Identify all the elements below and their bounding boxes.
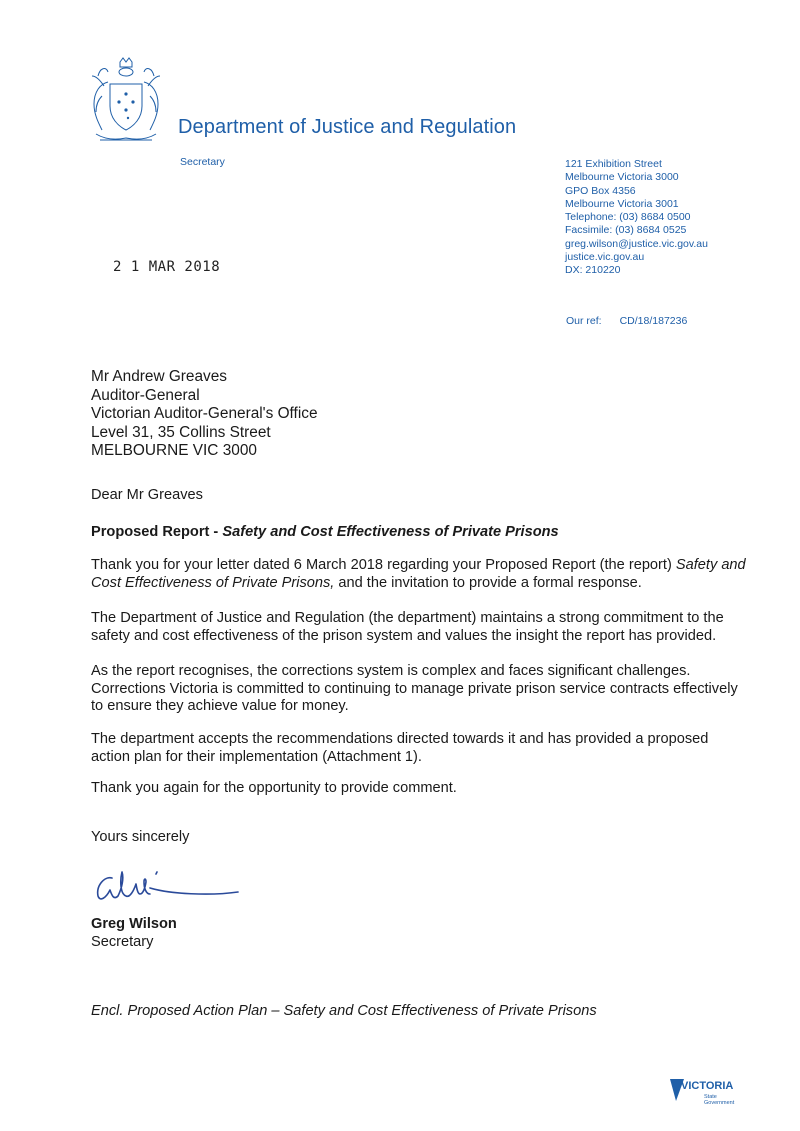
telephone-line: Telephone: (03) 8684 0500 [565,211,691,224]
subject-line [91,524,559,540]
body-paragraph: Thank you again for the opportunity to provide comment. [91,780,457,796]
date-stamp: 2 1 MAR 2018 [113,259,221,275]
department-title: Department of Justice and Regulation [178,116,517,138]
address-block [565,158,708,278]
subject-prefix: Proposed Report - [91,524,223,540]
logo-word: VICTORIA [681,1080,734,1092]
dx-line: DX: 210220 [565,264,621,277]
coat-of-arms-icon [86,56,164,144]
address-line: GPO Box 4356 [565,184,636,197]
salutation: Dear Mr Greaves [91,487,203,503]
signature [90,858,250,908]
recipient-line: Mr Andrew Greaves [91,368,227,385]
our-ref-value: CD/18/187236 [619,315,688,327]
signer-title: Secretary [91,934,154,950]
body-paragraph: As the report recognises, the corrections system is complex and faces significant challenges. Corrections Victoria is committed to continuing to manage private prison service contracts effectively to ensure they achieve value for money. [91,663,738,714]
recipient-line: Victorian Auditor-General's Office [91,405,318,423]
victoria-state-government-logo [668,1073,748,1115]
p1-end: and the invitation to provide a formal response. [334,574,642,591]
email-line: greg.wilson@justice.vic.gov.au [565,237,708,250]
our-ref-label: Our ref: [566,315,602,327]
body-paragraph: The Department of Justice and Regulation (the department) maintains a strong commitment to the safety and cost effectiveness of the prison system and values the insight the report has provided. [91,610,724,644]
address-line: Melbourne Victoria 3000 [565,171,679,184]
address-line: Melbourne Victoria 3001 [565,197,679,210]
logo-sub-government: Government [704,1100,735,1106]
recipient-line: Auditor-General [91,386,200,404]
body-paragraph: The department accepts the recommendations directed towards it and has provided a proposed action plan for their implementation (Attachment 1). [91,731,709,765]
body-paragraph [91,557,751,592]
closing: Yours sincerely [91,829,190,845]
signer-name: Greg Wilson [91,916,177,932]
logo-sub-state: State [704,1094,717,1100]
office-label: Secretary [180,156,225,168]
our-reference [566,315,687,327]
p1-text: Thank you for your letter dated 6 March 2018 regarding your Proposed Report (the report) [91,557,676,573]
recipient-line: MELBOURNE VIC 3000 [91,442,257,460]
recipient-address [91,368,318,461]
p1-report-title: Safety and Cost Effectiveness of Private Prisons, [91,557,746,591]
website-line: justice.vic.gov.au [565,251,645,264]
address-line: 121 Exhibition Street [565,158,662,170]
subject-title: Safety and Cost Effectiveness of Private Prisons [222,524,559,540]
enclosure-note: Encl. Proposed Action Plan – Safety and Cost Effectiveness of Private Prisons [91,1003,597,1019]
facsimile-line: Facsimile: (03) 8684 0525 [565,224,687,237]
recipient-line: Level 31, 35 Collins Street [91,423,271,441]
